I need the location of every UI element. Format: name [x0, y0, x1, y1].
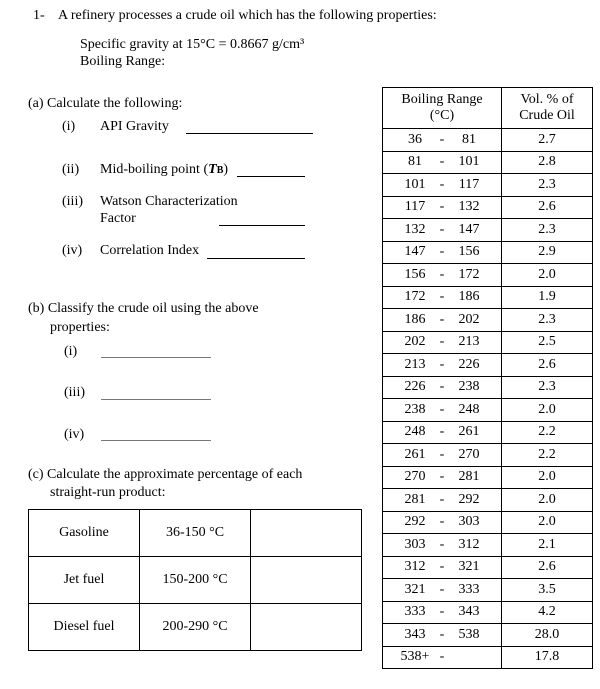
part-b-heading-line1: (b) Classify the crude oil using the above [28, 301, 259, 316]
range-to: 186 [458, 289, 480, 305]
range-dash: - [439, 311, 445, 327]
range-to: 132 [458, 199, 480, 215]
part-b-heading-line2: properties: [50, 320, 110, 335]
correlation-index-answer-blank[interactable] [207, 258, 305, 259]
classification-i-answer-blank[interactable] [101, 357, 211, 358]
table-row [383, 129, 593, 152]
range-from: 156 [404, 266, 426, 282]
part-a-heading: (a) Calculate the following: [28, 96, 183, 111]
range-from: 321 [404, 581, 426, 597]
range-to: 343 [458, 604, 480, 620]
volume-percent-cell: 2.8 [502, 151, 593, 174]
volume-percent-cell: 2.3 [502, 309, 593, 332]
boiling-range-cell [383, 151, 502, 174]
range-dash: - [439, 244, 445, 260]
table-row [383, 556, 593, 579]
range-dash: - [439, 266, 445, 282]
range-to: 270 [458, 446, 480, 462]
part-b-i-num: (i) [64, 344, 78, 359]
volume-percent-cell: 3.5 [502, 579, 593, 602]
range-from: 132 [404, 221, 426, 237]
range-dash: - [439, 626, 445, 642]
range-dash: - [439, 199, 445, 215]
range-from: 186 [404, 311, 426, 327]
volume-percent-cell: 2.2 [502, 444, 593, 467]
range-to: 261 [458, 424, 480, 440]
gasoline-percentage-cell[interactable] [251, 510, 362, 557]
range-dash: - [439, 176, 445, 192]
jet-fuel-percentage-cell[interactable] [251, 557, 362, 604]
range-to: 292 [458, 491, 480, 507]
range-dash: - [439, 131, 445, 147]
range-to: 538 [458, 626, 480, 642]
table-row [383, 624, 593, 647]
volume-percent-cell: 2.0 [502, 511, 593, 534]
boiling-range-cell [383, 466, 502, 489]
range-from: 81 [408, 154, 422, 170]
range-to: 213 [458, 334, 480, 350]
range-to: 202 [458, 311, 480, 327]
boiling-range-cell [383, 624, 502, 647]
part-b-iv-num: (iv) [64, 427, 85, 442]
volume-percent-cell: 4.2 [502, 601, 593, 624]
table-row [29, 510, 362, 557]
volume-percent-cell: 2.5 [502, 331, 593, 354]
volume-percent-cell: 2.0 [502, 264, 593, 287]
range-from: 226 [404, 379, 426, 395]
table-row [383, 646, 593, 669]
part-b-iii-num: (iii) [64, 385, 85, 400]
part-a-ii-num: (ii) [62, 162, 80, 177]
range-from: 333 [404, 604, 426, 620]
part-a-iii-num: (iii) [62, 194, 83, 209]
watson-factor-label-line1: Watson Characterization [100, 194, 238, 209]
range-dash: - [439, 379, 445, 395]
boiling-range-cell [383, 399, 502, 422]
table-row [383, 601, 593, 624]
range-dash: - [439, 446, 445, 462]
range-from: 281 [404, 491, 426, 507]
part-c-heading-line2: straight-run product: [50, 485, 166, 500]
table-row [383, 264, 593, 287]
range-to: 117 [458, 176, 480, 192]
watson-factor-answer-blank[interactable] [219, 225, 305, 226]
volume-percent-cell: 2.6 [502, 556, 593, 579]
range-dash: - [439, 559, 445, 575]
boiling-range-cell [383, 534, 502, 557]
boiling-range-cell [383, 219, 502, 242]
table-row [383, 511, 593, 534]
part-a-i-num: (i) [62, 119, 76, 134]
range-dash: - [439, 491, 445, 507]
boiling-range-cell [383, 421, 502, 444]
question-intro: A refinery processes a crude oil which has the following properties: [58, 8, 437, 23]
volume-percent-cell: 2.6 [502, 354, 593, 377]
boiling-range-cell [383, 264, 502, 287]
range-from: 172 [404, 289, 426, 305]
table-row [383, 399, 593, 422]
table-row [29, 604, 362, 651]
range-from: 36 [408, 131, 422, 147]
table-row [383, 174, 593, 197]
table-row [383, 444, 593, 467]
watson-factor-label-line2: Factor [100, 211, 136, 226]
product-name: Jet fuel [29, 557, 140, 604]
range-dash: - [439, 649, 445, 665]
boiling-range-cell [383, 579, 502, 602]
boiling-range-cell [383, 129, 502, 152]
boiling-range-cell [383, 444, 502, 467]
range-dash: - [439, 356, 445, 372]
range-dash: - [439, 289, 445, 305]
range-from: 343 [404, 626, 426, 642]
range-to: 321 [458, 559, 480, 575]
volume-percent-cell: 2.0 [502, 489, 593, 512]
range-dash: - [439, 401, 445, 417]
table-row [383, 151, 593, 174]
range-dash: - [439, 604, 445, 620]
boiling-range-cell [383, 511, 502, 534]
boiling-range-column-header: Boiling Range (°C) [383, 88, 502, 129]
range-from: 303 [404, 536, 426, 552]
range-dash: - [439, 514, 445, 530]
table-header-row [383, 88, 593, 129]
range-from: 202 [404, 334, 426, 350]
range-from: 312 [404, 559, 426, 575]
table-row [383, 421, 593, 444]
boiling-range-cell [383, 174, 502, 197]
table-row [383, 331, 593, 354]
boiling-range-cell [383, 489, 502, 512]
boiling-range-cell [383, 354, 502, 377]
volume-percent-cell: 2.0 [502, 466, 593, 489]
range-to: 238 [458, 379, 480, 395]
volume-percent-column-header: Vol. % of Crude Oil [502, 88, 593, 129]
range-to: 172 [458, 266, 480, 282]
volume-percent-cell: 2.6 [502, 196, 593, 219]
range-to: 248 [458, 401, 480, 417]
volume-percent-cell: 2.9 [502, 241, 593, 264]
table-row [383, 489, 593, 512]
table-row [383, 376, 593, 399]
range-to: 101 [458, 154, 480, 170]
table-row [29, 557, 362, 604]
correlation-index-label: Correlation Index [100, 243, 200, 258]
range-dash: - [439, 469, 445, 485]
api-gravity-label: API Gravity [100, 119, 169, 134]
range-from: 117 [404, 199, 426, 215]
volume-percent-cell: 2.7 [502, 129, 593, 152]
table-row [383, 286, 593, 309]
volume-percent-cell: 2.2 [502, 421, 593, 444]
specific-gravity: Specific gravity at 15°C = 0.8667 g/cm³ [80, 37, 305, 52]
boiling-range-cell [383, 601, 502, 624]
range-to: 303 [458, 514, 480, 530]
boiling-range-label: Boiling Range: [80, 54, 166, 69]
boiling-range-cell [383, 331, 502, 354]
range-dash: - [439, 334, 445, 350]
range-to: 312 [458, 536, 480, 552]
mid-boiling-point-label: Mid-boiling point (TB) [100, 162, 229, 177]
range-from: 213 [404, 356, 426, 372]
table-row [383, 241, 593, 264]
volume-percent-cell: 2.3 [502, 174, 593, 197]
range-dash: - [439, 154, 445, 170]
table-row [383, 309, 593, 332]
table-row [383, 196, 593, 219]
range-from: 248 [404, 424, 426, 440]
range-dash: - [439, 536, 445, 552]
volume-percent-cell: 17.8 [502, 646, 593, 669]
volume-percent-cell: 2.3 [502, 219, 593, 242]
range-from: 147 [404, 244, 426, 260]
range-from: 538+ [400, 649, 430, 665]
range-from: 238 [404, 401, 426, 417]
table-row [383, 219, 593, 242]
table-row [383, 466, 593, 489]
product-range: 36-150 °C [140, 510, 251, 557]
range-from: 101 [404, 176, 426, 192]
table-row [383, 354, 593, 377]
product-range: 150-200 °C [140, 557, 251, 604]
volume-percent-cell: 2.0 [502, 399, 593, 422]
product-table [28, 509, 362, 651]
range-to: 226 [458, 356, 480, 372]
boiling-range-cell [383, 376, 502, 399]
range-from: 292 [404, 514, 426, 530]
boiling-range-cell [383, 241, 502, 264]
api-gravity-answer-blank[interactable] [186, 133, 313, 134]
classification-iv-answer-blank[interactable] [101, 440, 211, 441]
volume-percent-cell: 2.1 [502, 534, 593, 557]
volume-percent-cell: 1.9 [502, 286, 593, 309]
question-number: 1- [33, 8, 45, 23]
range-to: 81 [462, 131, 476, 147]
boiling-range-table [382, 87, 593, 669]
range-dash: - [439, 221, 445, 237]
table-row [383, 579, 593, 602]
range-to: 156 [458, 244, 480, 260]
boiling-range-cell [383, 309, 502, 332]
part-c-heading-line1: (c) Calculate the approximate percentage of each [28, 467, 303, 482]
table-row [383, 534, 593, 557]
product-range: 200-290 °C [140, 604, 251, 651]
boiling-range-cell [383, 286, 502, 309]
range-dash: - [439, 581, 445, 597]
product-name: Gasoline [29, 510, 140, 557]
product-name: Diesel fuel [29, 604, 140, 651]
classification-iii-answer-blank[interactable] [101, 399, 211, 400]
range-from: 261 [404, 446, 426, 462]
range-to: 281 [458, 469, 480, 485]
range-to: 333 [458, 581, 480, 597]
boiling-range-cell [383, 196, 502, 219]
mid-boiling-point-answer-blank[interactable] [237, 176, 305, 177]
boiling-range-cell [383, 556, 502, 579]
range-from: 270 [404, 469, 426, 485]
volume-percent-cell: 28.0 [502, 624, 593, 647]
range-to: 147 [458, 221, 480, 237]
diesel-fuel-percentage-cell[interactable] [251, 604, 362, 651]
volume-percent-cell: 2.3 [502, 376, 593, 399]
range-dash: - [439, 424, 445, 440]
part-a-iv-num: (iv) [62, 243, 83, 258]
boiling-range-cell [383, 646, 502, 669]
